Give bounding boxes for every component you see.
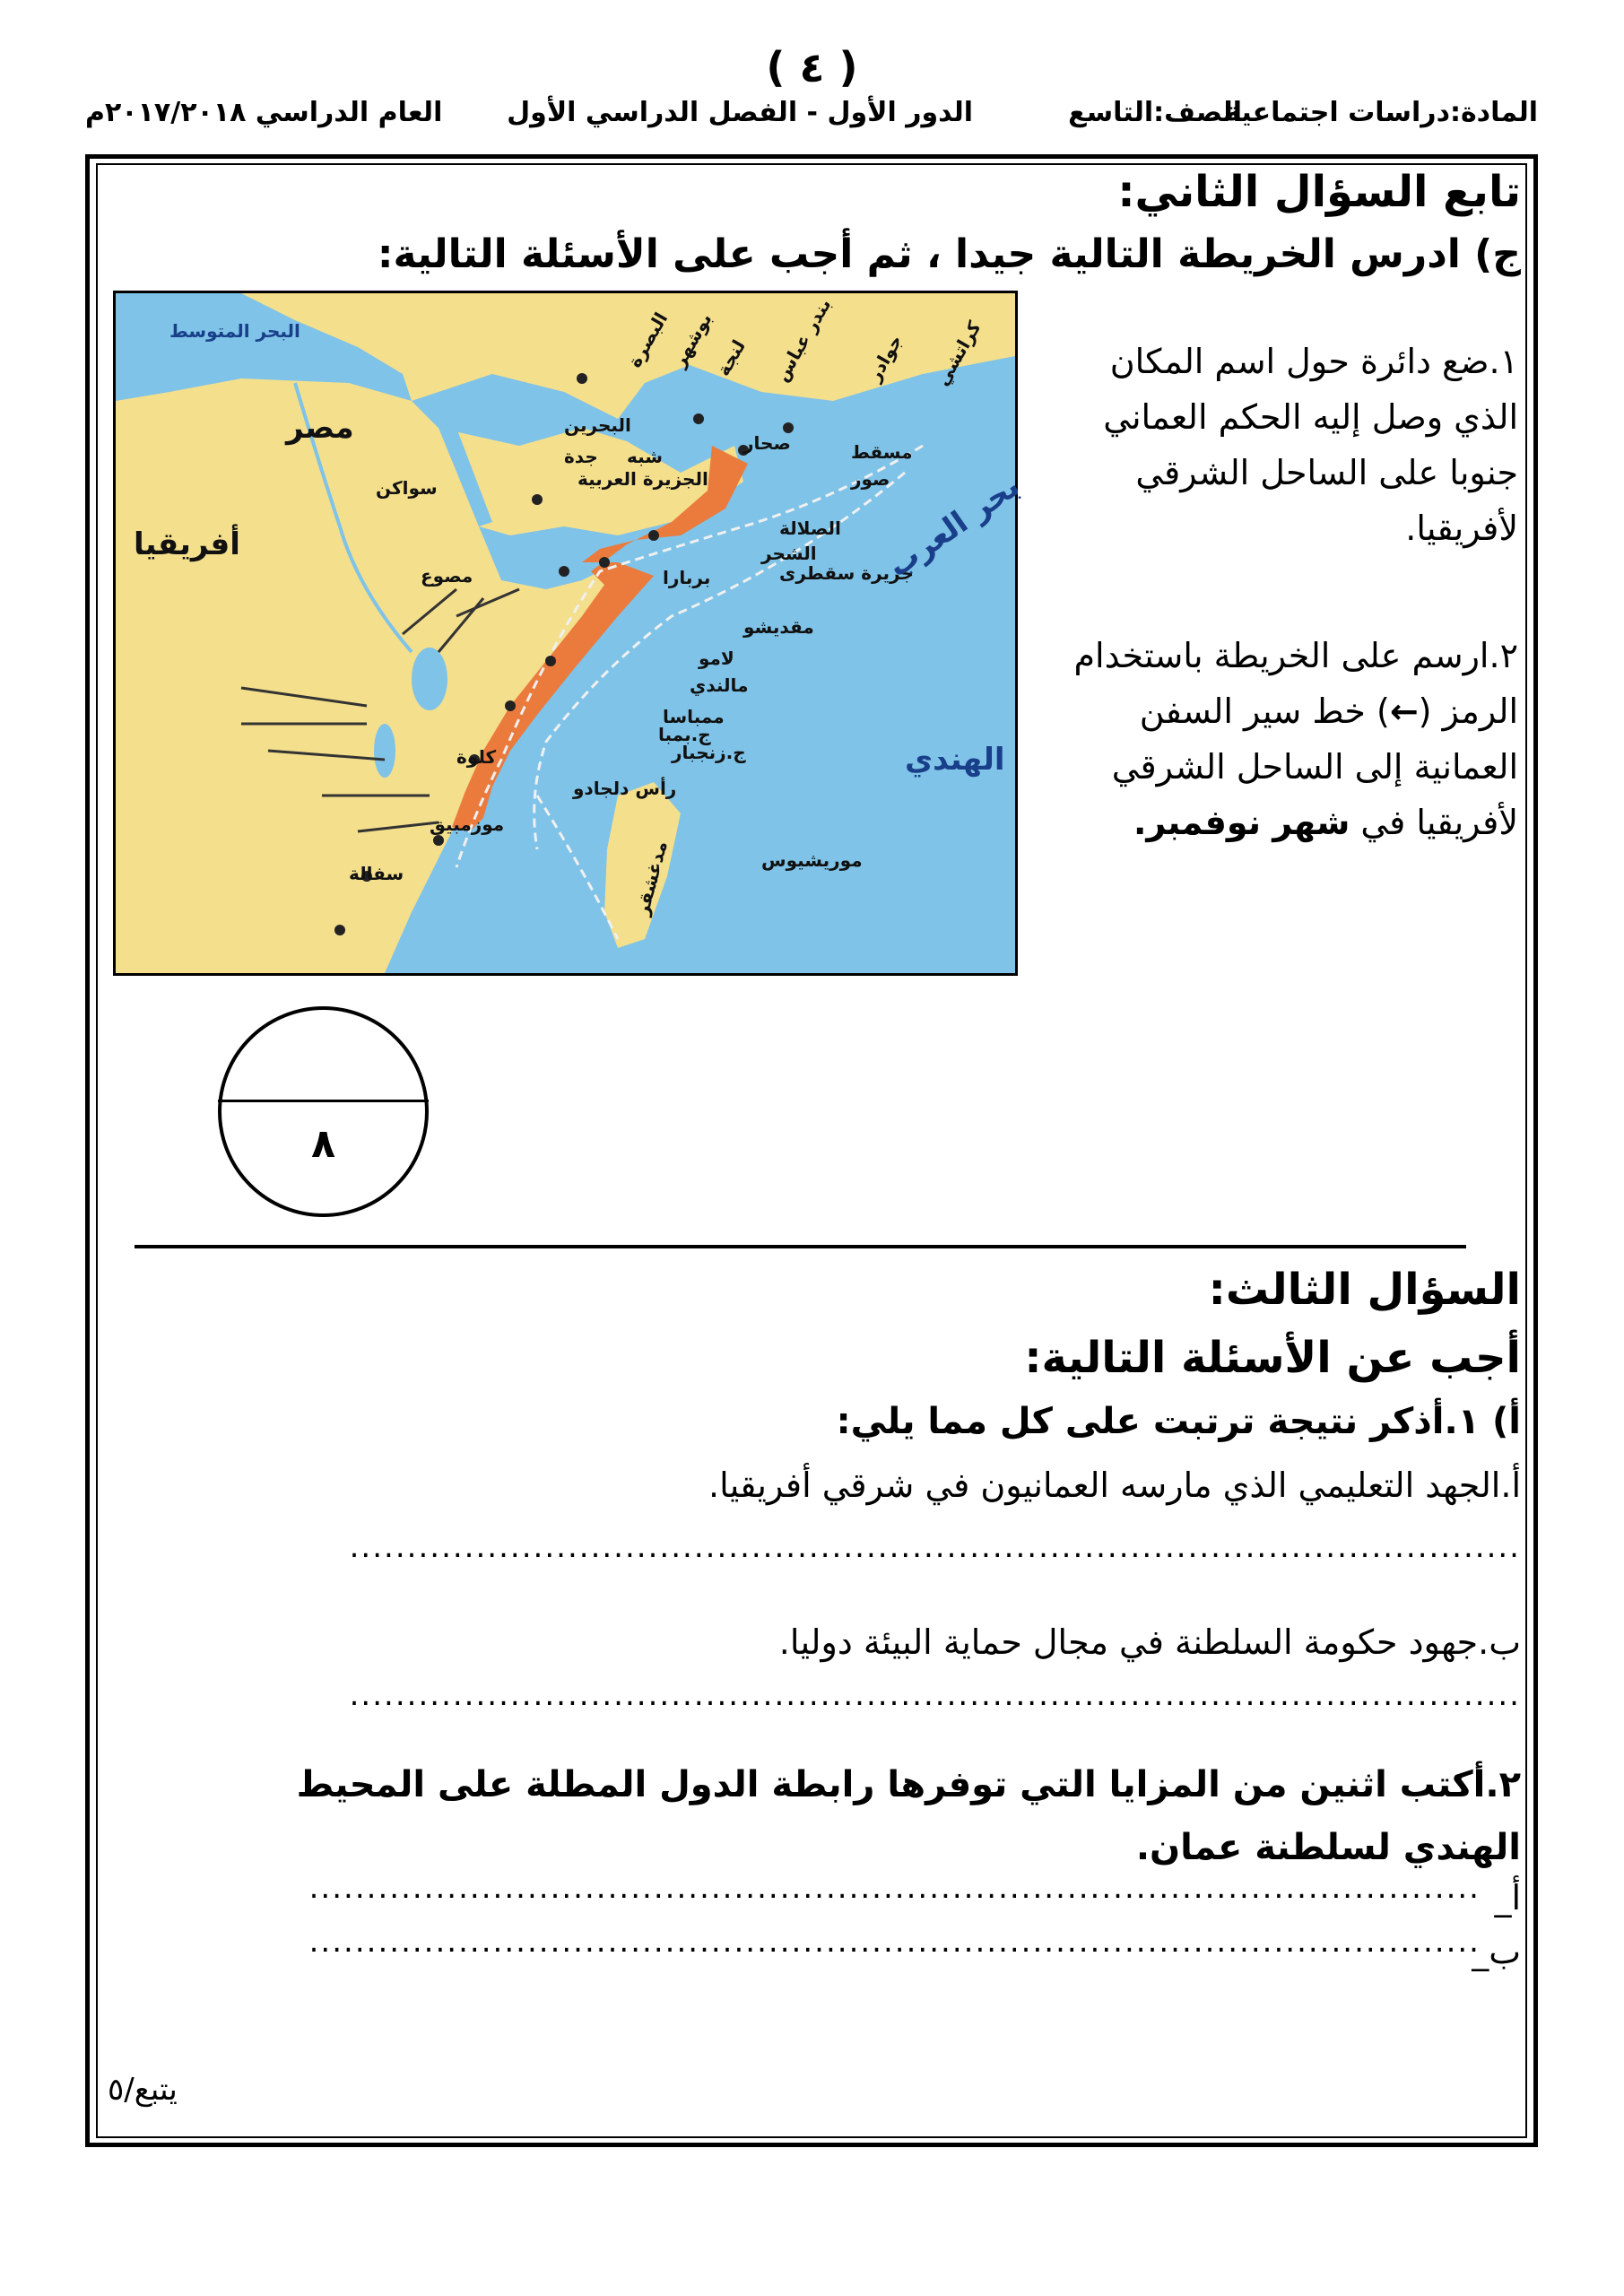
map-label-lamu: لامو	[699, 648, 734, 669]
map-label-muscat: مسقط	[851, 441, 913, 463]
q3-answer-label-a: أ_	[1494, 1878, 1521, 1918]
map-label-karachi: كراتشي	[931, 317, 986, 390]
map-label-shihr: الشحر	[761, 543, 817, 564]
map-label-sur: صور	[851, 468, 890, 490]
map-label-mombasa: ممباسا	[663, 706, 725, 727]
map-label-bandar-abbas: بندر عباس	[770, 294, 836, 386]
q2-title: تابع السؤال الثاني:	[1117, 167, 1521, 217]
score-divider	[218, 1100, 429, 1102]
q3-answer-line-a[interactable]: ......................................................................................................	[349, 1529, 1521, 1565]
map-label-mozambique: موزمبيق	[430, 813, 505, 835]
map-label-africa: أفريقيا	[134, 526, 240, 562]
q3-item-b: ب.جهود حكومة السلطنة في مجال حماية البيئة دوليا.	[778, 1622, 1521, 1662]
map-drawing	[116, 293, 1015, 973]
map-label-mogadishu: مقديشو	[743, 616, 814, 638]
map-label-sofala: سفالة	[349, 863, 404, 884]
map-label-kilwa: كلوة	[456, 746, 497, 768]
q3-answer-label-b: ب_	[1472, 1932, 1521, 1971]
header-subject: المادة:دراسات اجتماعية	[1225, 97, 1538, 128]
historical-map	[113, 291, 1027, 976]
q2-arrow-symbol: ←	[1389, 691, 1419, 731]
q3-sub-a-title: أ) ١.أذكر نتيجة ترتبت على كل مما يلي:	[836, 1401, 1521, 1442]
q2-item-2-bold: شهر نوفمبر.	[1133, 803, 1350, 842]
score-circle	[218, 1006, 429, 1217]
q3-answer-line-b[interactable]: ......................................................................................................	[349, 1677, 1521, 1713]
header-year: العام الدراسي ٢٠١٧/٢٠١٨م	[85, 97, 443, 128]
q2-item-1: ١.ضع دائرة حول اسم المكان الذي وصل إليه الحكم العماني جنوبا على الساحل الشرقي لأفريقيا.	[1103, 342, 1518, 548]
q3-instruction: أجب عن الأسئلة التالية:	[1024, 1333, 1521, 1383]
map-label-lingah: لنجة	[712, 335, 751, 380]
map-label-malindi: مالندي	[690, 674, 749, 696]
map-label-gwadar: جوادر	[863, 330, 908, 386]
q2-item-2	[1052, 628, 1518, 850]
score-value: ٨	[311, 1121, 335, 1167]
map-label-basra: البصرة	[623, 309, 673, 371]
map-label-jeddah: جدة	[564, 446, 598, 467]
map-label-pemba: ج.بمبا	[658, 724, 711, 745]
q3-item-a: أ.الجهد التعليمي الذي مارسه العمانيون في شرقي أفريقيا.	[708, 1465, 1521, 1505]
header-session: الدور الأول - الفصل الدراسي الأول	[507, 97, 973, 128]
map-label-berbera: بربارا	[663, 567, 711, 588]
map-label-sohar: صحار	[743, 432, 791, 454]
map-label-indian-ocean: الهندي	[905, 742, 1005, 778]
header-grade: الصف:التاسع	[1068, 97, 1242, 128]
q2-item-2-part2: ) خط سير السفن العمانية إلى الساحل الشرقي لأفريقيا في	[1111, 691, 1518, 842]
map-label-shibam: شبه	[627, 446, 663, 467]
q3-answer-line-2a[interactable]: ......................................................................................................	[308, 1870, 1481, 1906]
q3-question-2: ٢.أكتب اثنين من المزايا التي توفرها رابطة الدول المطلة على المحيط الهندي لسلطنة عمان.	[296, 1764, 1521, 1868]
map-label-socotra: جزيرة سقطرى	[779, 562, 914, 584]
map-label-zanzibar: ج.زنجبار	[672, 742, 746, 763]
map-label-massawa: مصوع	[421, 565, 473, 587]
page-number: ( ٤ )	[766, 43, 858, 91]
map-label-mediterranean: البحر المتوسط	[169, 320, 300, 342]
section-separator	[135, 1245, 1466, 1248]
q3-title: السؤال الثالث:	[1208, 1265, 1521, 1315]
map-label-sawakin: سواكن	[376, 477, 438, 499]
exam-header	[85, 97, 1538, 149]
map-label-mauritius: موريشيوس	[761, 849, 863, 871]
map-label-bahrain: البحرين	[564, 414, 631, 436]
q3-answer-line-2b[interactable]: ......................................................................................................	[308, 1924, 1481, 1960]
map-label-arabian-peninsula: الجزيرة العربية	[578, 468, 708, 490]
map-label-arabian-sea: بحر العرب	[881, 468, 1027, 585]
q2-item-2-part1: ٢.ارسم على الخريطة باستخدام الرمز (	[1073, 636, 1518, 731]
map-label-salalah: الصلالة	[779, 517, 841, 539]
map-label-ras-delgado: رأس دلجادو	[573, 778, 677, 799]
map-label-bushehr: بوشهر	[667, 309, 716, 371]
map-label-egypt: مصر	[286, 410, 354, 446]
map-label-madagascar: مدغشقر	[630, 838, 672, 918]
continue-note: يتبع/٥	[108, 2072, 178, 2108]
q2-instruction: ج) ادرس الخريطة التالية جيدا ، ثم أجب على الأسئلة التالية:	[377, 231, 1521, 277]
